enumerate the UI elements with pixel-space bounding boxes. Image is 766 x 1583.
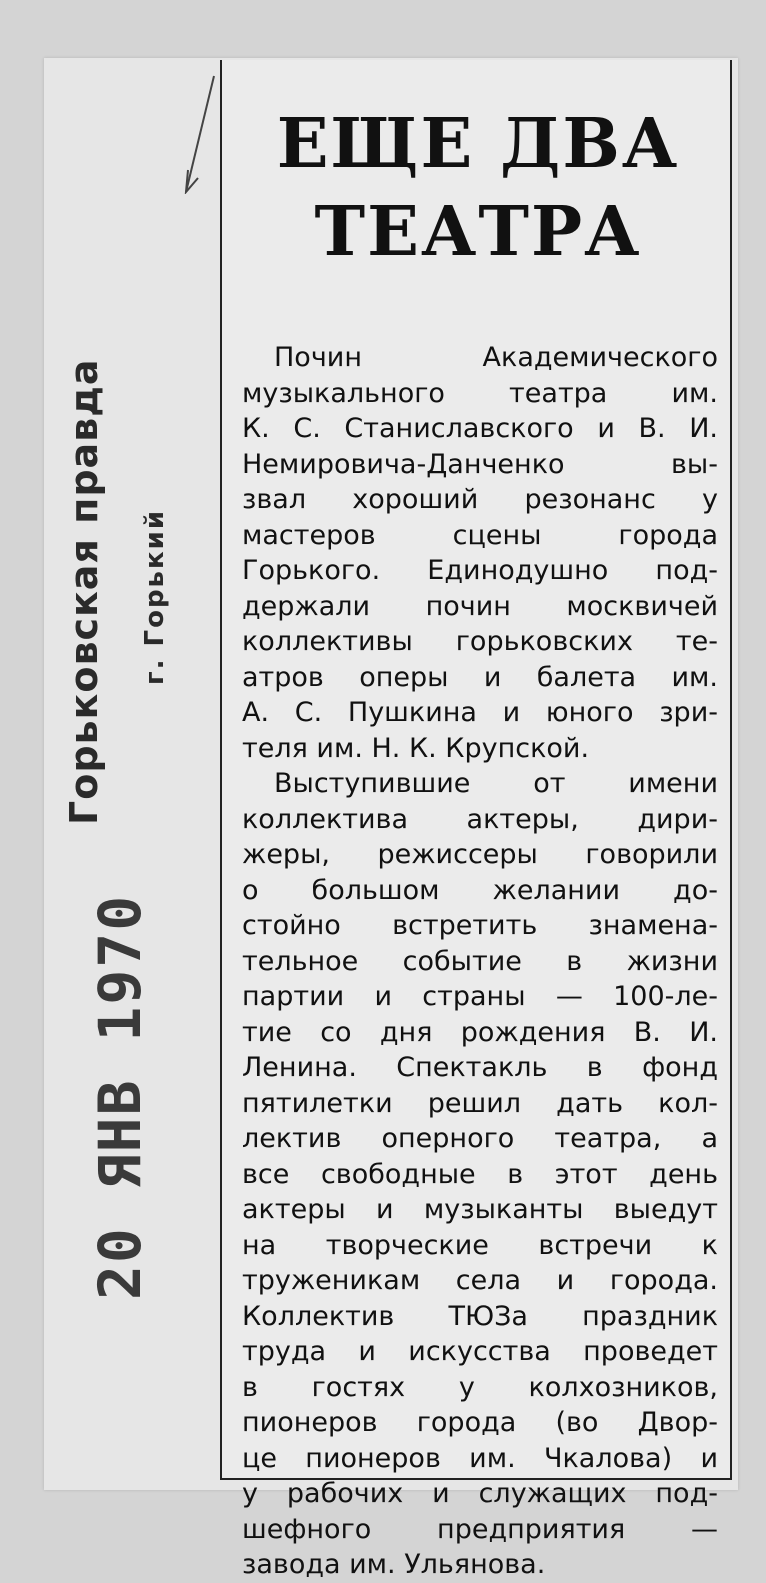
text-line: завода им. Ульянова. — [242, 1549, 546, 1580]
text-line: Ленина. Спектакль в фонд — [242, 1052, 718, 1083]
article-headline — [222, 100, 734, 276]
article-paragraph-2 — [242, 766, 718, 1583]
city-stamp: г. Горький — [140, 508, 170, 685]
text-line: труженикам села и города. — [242, 1265, 718, 1296]
text-line: мастеров сцены города — [242, 519, 718, 551]
article-body — [242, 340, 718, 1583]
text-line: актеры и музыканты выедут — [242, 1194, 718, 1225]
text-line: жеры, режиссеры говорили — [242, 839, 718, 870]
text-line: Почин Академического — [274, 342, 718, 373]
newspaper-clipping — [220, 60, 732, 1580]
text-line: Немировича-Данченко вы- — [242, 448, 718, 480]
text-line: пионеров города (во Двор- — [242, 1407, 718, 1438]
text-line: шефного предприятия — — [242, 1513, 718, 1545]
headline-line: ТЕАТРА — [314, 192, 642, 272]
text-line: коллектива актеры, дири- — [242, 803, 718, 835]
text-line: теля им. Н. К. Крупской. — [242, 732, 590, 764]
text-line: держали почин москвичей — [242, 590, 718, 622]
text-line: атров оперы и балета им. — [242, 661, 718, 693]
headline-line: ЕЩЕ ДВА — [276, 104, 680, 184]
text-line: тие со дня рождения В. И. — [242, 1016, 718, 1048]
text-line: труда и искусства проведет — [242, 1336, 718, 1367]
text-line: К. С. Станиславского и В. И. — [242, 413, 718, 444]
text-line: це пионеров им. Чкалова) и — [242, 1442, 718, 1474]
text-line: звал хороший резонанс у — [242, 484, 718, 515]
text-line: музыкального театра им. — [242, 377, 718, 409]
text-line: Коллектив ТЮЗа праздник — [242, 1300, 718, 1332]
text-line: тельное событие в жизни — [242, 945, 718, 977]
text-line: стойно встретить знамена- — [242, 910, 718, 941]
text-line: у рабочих и служащих под- — [242, 1478, 718, 1509]
text-line: Горького. Единодушно под- — [242, 555, 718, 586]
date-stamp: 20 ЯНВ 1970 — [86, 893, 154, 1300]
text-line: все свободные в этот день — [242, 1158, 718, 1190]
text-line: в гостях у колхозников, — [242, 1371, 718, 1403]
text-line: на творческие встречи к — [242, 1229, 718, 1261]
text-line: Выступившие от имени — [274, 768, 718, 799]
text-line: пятилетки решил дать кол- — [242, 1087, 718, 1119]
text-line: А. С. Пушкина и юного зри- — [242, 697, 718, 728]
text-line: о большом желании до- — [242, 874, 718, 906]
text-line: коллективы горьковских те- — [242, 626, 718, 657]
pencil-check-mark — [178, 74, 218, 194]
text-line: лектив оперного театра, а — [242, 1123, 718, 1154]
newspaper-name-stamp: Горьковская правда — [62, 358, 106, 825]
article-paragraph-1 — [242, 340, 718, 766]
text-line: партии и страны — 100-ле- — [242, 981, 718, 1012]
